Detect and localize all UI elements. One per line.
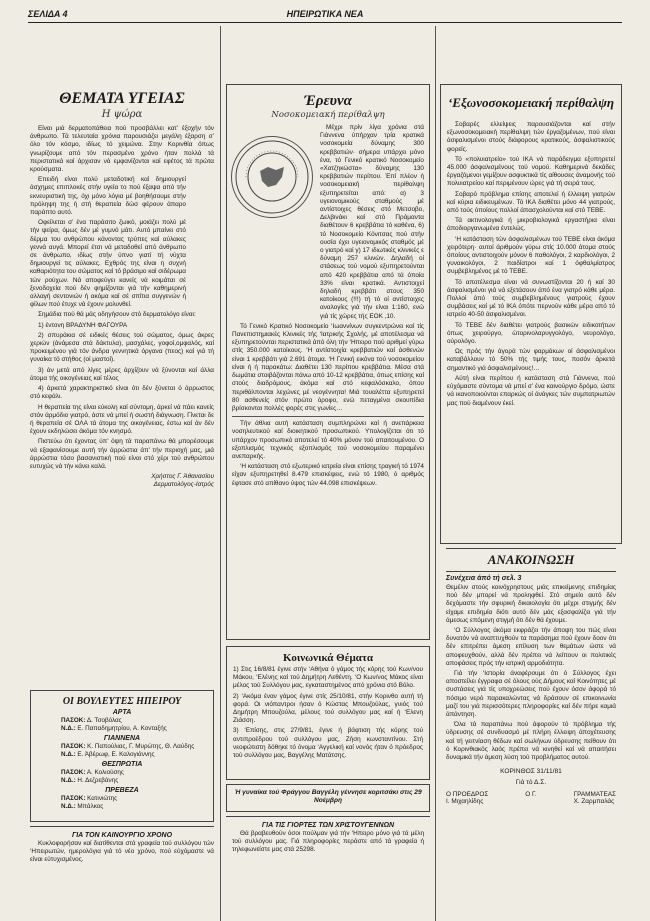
announcement-box: [440, 548, 622, 898]
paragraph: Γιά τήν ‘Ιστορία άναφέρουμε ότι ό Σύλλογος έχει αποστείλει έγγραφα σέ όλους ούς Δήμους καί Κοινότητες μέ συστάσεις γιά τίς υποχρεώσεις πού έχουν όσον άφορά τό πόσιμο νερό παρακαλώντας νά δράσουν σέ επικοινωνία μαζί του γιά περισσότερες πληροφορίες καί δέν πήρε καμιά άπάντηση.: [446, 670, 616, 719]
paragraph: Σημάδια πού θά μάς οδηγήσουν στό δερματολόγο είναι:: [38, 311, 196, 319]
health-article: [30, 60, 214, 684]
signature-block: Ο Γ.: [525, 791, 537, 799]
new-year-title: ΓΙΑ ΤΟΝ ΚΑΙΝΟΥΡΓΙΟ ΧΡΟΝΟ: [71, 832, 173, 839]
section-name: ΓΙΑΝΝΕΝΑ: [103, 735, 141, 742]
paragraph: Τό αποτέλεσμα είναι νά συνωστίζονται 20 ή καί 30 άσφαλισμένοι γιά νά εξετάσουν άπό ένα γιατρό κάθε μέρα. Πολλοί άπό τούς συμβεβλημένους γιατρούς έχουν συμβάσεις καί μέ τό ΙΚΑ όπότε περνούν κάθε μέρα από τό ιατρείο 40-50 άσφαλισμένοι.: [447, 278, 615, 319]
paragraph: ‘Η κατάσταση στό εξωτερικό ιατρεία είναι επίσης τραγική τό 1974 είχαν εξυπηρετηθεί 8.479 επισκέψεις, ενώ τό 1980, ό αριθμός έφτασε στό απίθανο ύψος τών 44.098 επισκέψεων.: [232, 463, 424, 487]
section-name: ΘΕΣΠΡΩΤΙΑ: [101, 761, 143, 768]
page-label: ΣΕΛΙΔΑ 4: [28, 9, 68, 19]
christmas-title: ΓΙΑ ΤΙΣ ΓΙΟΡΤΕΣ ΤΩΝ ΧΡΙΣΤΟΥΓΕΝΝΩΝ: [261, 822, 395, 829]
continued-from: Συνέχεια άπό τή σελ. 3: [446, 575, 522, 582]
announcement-title-bar: [446, 548, 616, 572]
paragraph: Τήν άθλια αυτή κατάσταση συμπληρώνει καί ή ανεπάρκεια νοσηλευτικού καί διοικητικού προσωπικού. Υπολογίζεται ότι τό υπάρχον προσωπικό αποτελεί τό 40% μόνον τού απαιτουμένου. Ο εξοπλισμός τεχνικός εξοπλισμός τού νοσοκομείου παραμένει ανεπαρκής.: [232, 420, 424, 460]
section-name: ΠΡΕΒΕΖΑ: [105, 787, 139, 794]
paragraph: 4) άρκετά χαρακτηριστικό είναι ότι δέν ξύνεται ό άρρωστος στό κεφάλι.: [30, 385, 214, 401]
paragraph: 2) σπυράκια σέ ειδικές θέσεις τού σώματος, όμως άκρες χεριών (άνάμεσα στά δάκτυλα), μασχάλες, γοφοί,ομφαλός, καί προκειμένου γιά τόν άνδρα γεννητικά όργανα (πεος) καί γιά τή γυναίκα τό στήθος (οί μαστοί).: [30, 331, 214, 364]
seal-graphic: [232, 137, 312, 217]
party-row: ΠΑΣΟΚ: Α. Κολιούσης: [61, 769, 124, 776]
paragraph: Τό «πολυιατρείο» τού ΙΚΑ νά παράδειγμα εξυπηρετεί 45.000 άσφαλισμένους τού νομού. Καθημερινά δεκάδες έργαζόμενοι γεμίζουν ασφυκτικά τίς αίθουσες άναμονής τού πολυιατρείου καί περιμένουν ώρες γιά τή σειρά τους.: [447, 155, 615, 188]
research-article: [226, 84, 430, 640]
paragraph: 1) έντονη ΒΡΑΔΥΝΗ ΦΑΓΟΥΡΑ: [38, 321, 128, 329]
social-title: Κοινωνικά Θέματα: [282, 652, 374, 664]
signature-block: ΓΡΑΜΜΑΤΕΑΣ Χ. Ζαρμπαλάς: [573, 791, 616, 806]
outpatient-article: [440, 84, 622, 544]
social-item: 1) Στις 16/8/81 έγινε στήν ‘Αθήνα ό γάμος τής κόρης τού Κων/νου Μάκου, ‘Ελένης καί τού Δημήτρη Λεθέντη. ‘Ο Κων/νος Μάκος είναι μέλος τού Συλλόγου μας, εγκαταστημένος από χρόνια στό Βόλο.: [233, 666, 423, 690]
paper-name: ΗΠΕΙΡΩΤΙΚΑ ΝΕΑ: [286, 9, 364, 19]
birth-notice: [226, 784, 430, 812]
paragraph: Αύτή είναι περίπου ή κατάσταση στά Γιάννενα, πού εύχόμαστε σύντομα νά μπεί σ’ ένα καινούργιο δρόμο, ώστε νά ικανοποιούνται επαρκώς οί άνάγκες τών συμπατριωτών μας πού διαμένουν έκεί.: [447, 374, 615, 407]
new-year-text: Κυκλοφορήσαν καί διατίθενται στά γραφεία τού συλλόγου τών ‘Ηπειρωτών, ημερολόγια γιά τό νέο χρόνο, πού εύχόμαστε νά είναι εύτυχισμένος.: [30, 840, 214, 864]
social-box: [226, 646, 430, 780]
birth-text: Ή γυναίκα τού Φράγγου Βαγγέλη γέννησε κοριτσάκι στις 29 Νοέμβρη: [234, 789, 422, 804]
paragraph: Σοβαρό πρόβλημα επίσης αποτελεί ή έλλειψη γιατρών καί κύρια ειδικευμένων. Τό ΙΚΑ διαθέτει μόνο 44 γιατρούς, από τούς όποίους πολλοί άπασχολούνται καί στό ΤΕΒΕ.: [447, 190, 615, 215]
paragraph: Θεμέλιν στούς κοινόχρηστους μιάς επικείμενης επιδημίας πού δέν μπορεί νά προληφθεί. Στό σημείο αυτό δέν δεχόμαστε τήν σφυρική δικαιολογία ότι μέχρι στιγμής δέν είχαμε επιδημία διότι αυτό δέν μάς εξασφαλίζει γιά τήν άμεσως επόμενη στιγμή ότι δέν θά έχουμε.: [446, 584, 616, 624]
paragraph: ‘Ο Σύλλογος άκόμα εκφράζει τήν άποψη του πώς είναι δυνατόν νά αναπτυχθούν τα παράσημα πού έχουν δοον ότι δέν επιτρέπει άμεση επίλυση των θεμάτων ώστε νά αποφευχθούν, αλλά δέν πρέπει νά λείπουν οι πολιτικές αποφάσεις πρός τήν ιατρική αρμοδιότητα.: [446, 627, 616, 667]
paragraph: Οφείλεται σ’ ένα παράσιτο ζωικό, μοιάζει πολύ μέ τήν ψείρα, όμως δέν μέ γυμνό μάτι. Αυτό μπαίνει στό δέρμα του ανθρώπου κάνοντας τρύπες καί αύλακες γεννά αυγά. Μπορεί έτσι νά μεταδοθεί από άνθρωπο σε άνθρωπο, ιδίως στήν ύπνο γιατί τή νύχτα δημιουργεί τις αύλακες. Εχθρός της είναι η συχνή καθαριότητα του σώματος καί τό βράσιμο καί σιδέρωμα τών ρούχων. Νά αποφεύγει κανείς νά κοιμάται σέ ξενοδοχεία πού δέν φημίζονται γιά τήν καθημερινή αλλαγή σεντονιών ή ακόμα καί σέ σπίτια συγγενών ή φίλων πού έτυχε νά έχουν μολυνθεί.: [30, 219, 186, 309]
social-item: 2) ‘Ακόμα έναν γάμος έγινε στίς 25/10/81, στήν Κορινθο αυτή τή φορά. Οι νιόπαντροι ήσαν ό Κώστας Μπουζούλας, γυιός τού Δημήτρη Μπουζούλα, μέλους τού συλλόγου μας καί ή ‘Ελενη Ζιάσση.: [233, 692, 423, 725]
for-board: Γιά τό Δ.Σ.: [515, 779, 547, 787]
paragraph: Ως πρός τήν άγορά τών φαρμάκων οί άσφαλισμένοι καταβάλλουν τό 50% τής τιμής τους, ποσόν άρκετά σημαντικό γιά άσφαλισμένους!…: [447, 348, 615, 372]
handwritten-subtitle: Η ψώρα: [101, 109, 143, 120]
paragraph: Τό ΤΕΒΕ δέν διαθέτει γιατρούς βασικών ειδικοτήτων όπως χειρούργο, ώτορινολαρυγγολόγο, νευρολόγο, ούρολόγο.: [447, 321, 615, 346]
paragraph: Η θεραπεία της είναι εύκολη καί σύντομη, άρκεί νά πάει κανείς στόν άρμόδιο γιατρό, άστε νά μπεί ή σωστή διάγνωση. Γίνεται δε ή θεραπεία σέ ΟΛΑ τά άτομα της οικογένειας, έστω καί άν δέν έχουν εκδηλώσει άκόμα τόν κνησμό.: [30, 403, 214, 436]
christmas-text: Θά βραβευθούν όσοι πούλμαν γιά τήν ‘Ηπειρο μόνο γιά τά μέλη τού συλλόγου μας. Γιά πληροφορίες περάστε από τά γραφεία ή τηλεφωνείστε μας στά 25298.: [232, 830, 424, 854]
paragraph: Μέχρι πρίν λίγα χρόνια στά Γιάννενα ύπήρχαν τρία κρατικά νοσοκομεία δύναμης 300 κρεββατιών· σήμερα υπάρχει μόνο ένα, τό Γενικό κρατικό Νοσοκομείο «Χατζηκώστα» δύναμης 130 κρεββατιών περίπου. Έπί πλέον ή νοσοκομειακή περίθαλψη εξυπηρετείται από: α) 3 υγειονομικούς σταθμούς μέ αντίστοιχες θέσεις στό Μετσοβο, Δελβινάκι καί στό Πράμαντα διαθέτουν 6 κρεββάτια τό καθένα, 6) τό Νοσοκομείο Κόνιτσας πού στήν ουσία έχει υγειονομικός σταθμός μέ ο γιατρό καί γ) 17 ιδιωτικές κλινικές ε δύναμη 257 κλινών. Δηλαδή οί στάσεως τού νομού εξυπηρετούνται από 420 κρεββάτια από τά όποία 33% είναι κρατικά. Αντιστοιχεί δηλαδή κρεββάτι στους 350 κατοίκους (!!!) τή τό οί αντίστοιχες αναλογίες γιά τήν είναι 1:160, ενώ γιά τίς χώρες τής ΕΟΚ ,10.: [320, 124, 424, 320]
section-name: ΑΡΤΑ: [112, 709, 132, 716]
party-row: Ν.Δ.: Ε. Άβέρωφ, Ε. Καλογιάννης: [61, 751, 155, 758]
paragraph: Επειδή είναι πολύ μεταδοτική καί δημιουργεί άσχημες επιπλοκές στήν υγεία το πού έξαψα από τήν εκνευριστική της, όχι μόνο λόγια μέ βοηθήσουμε στήν πρόληψη της ή στή θεραπεία δώσ φέρουν άπαρο παράπτο αυτό.: [30, 176, 186, 217]
announcement-title: ΑΝΑΚΟΙΝΩΣΗ: [487, 552, 575, 567]
handwritten-subtitle: Νοσοκομειακή περίθαλψη: [271, 110, 385, 120]
signature-row: [446, 791, 616, 805]
party-row: Ν.Δ.: Ε. Παπαδημητρίου, Α. Κονταξής: [61, 725, 167, 732]
paragraph: Όλα τά παραπάνω πού άφορούν τό πρόβλημα τής ύδρευσης σέ συνδυασμό μέ πλήρη έλλειψη άποχέτευσης καί τή γειτνίαση θέδων καί σωλήνων ύδρευσης πείθουν ότι ό Κορινθιακός λαός πρέπει νά κινηθεί καί νά απαιτήσει δυναμικά τήν άμεση λύση τού προβλήματος αυτού.: [446, 721, 616, 762]
party-row: Ν.Δ.: Μπάλκος: [61, 803, 104, 810]
mps-title: ΟΙ ΒΟΥΛΕΥΤΕΣ ΗΠΕΙΡΟΥ: [62, 696, 182, 707]
paragraph: Σοβαρές ελλείψεις παρουσιάζονται καί στήν εξωνοσοκομειακή περίθαλψη τών έργαζομένων, πού είναι άσφαλισμένοι στούς διάφορους κρατικούς, άσφαλιστικούς φορείς.: [447, 121, 615, 153]
paragraph: Είναι μιά δερματοπάθεια πού προσβάλλει κατ’ έξοχήν τόν άνθρωπο. Τά τελευταία χρόνια παρουσιάζει μεγάλη έξαρση σ’ όλο τόν κόσμο, ιδίως τό χειμώνα. Στην Κορινθία όπως γνωρίζουμε από τόν περασμένο χρόνο ήταν πολλά τά περιστατικά καί άρχισαν νά εμφανίζονται καί εφέτος τά πρώτα κρούσματα.: [30, 125, 214, 174]
paragraph: 3) άν μετά από λίγες μέρες άρχίζουν νά ξύνονται καί άλλα άτομα τής οικογένειας καί τέλος: [30, 366, 214, 382]
paragraph: ‘Η κατάσταση τών άσφαλισμένων τού ΤΕΒΕ είναι άκόμα χειρότερη· αυτοί άριθμούν γύρω στίς 10.000 άτομα στούς όποίους αντιστοιχούν μόνον 6 παθολόγοι, 2 καρδιολόγοι, 2 γυναικολόγοι, 2 παιδίατροι καί 1 όφθαλμίατρος συμβεβλημένος μέ τό ΤΕΒΕ.: [447, 235, 615, 276]
association-seal: [231, 136, 313, 218]
party-row: ΠΑΣΟΚ: Κατινιώτης: [61, 795, 118, 802]
mps-box: [30, 690, 214, 822]
article-title: ‘Εξωνοσοκομειακή περίθαλψη: [447, 95, 615, 110]
signature-block: Ο ΠΡΟΕΔΡΟΣ Ι. Μιχαηλίδης: [446, 791, 489, 806]
new-year-box: [30, 826, 214, 898]
paragraph: Τά ακτινολογικά ή μικροβιολογικά εργαστήρια είναι άποδιοργανωμένα έντελώς.: [447, 217, 615, 233]
author-name: Χρήστος Γ. Άθανασίου: [151, 473, 214, 481]
article-title: ΘΕΜΑΤΑ ΥΓΕΙΑΣ: [59, 90, 185, 107]
author-role: Δερματολόγος-Ιατρός: [153, 481, 214, 489]
christmas-box: [226, 816, 430, 896]
article-title: Έρευνα: [304, 93, 352, 109]
social-item: 3) ‘Επίσης, στις 27/9/81, έγινε ή βάφτιση τής κόρης τού αντιπροέδρου τού συλλόγου μας, Ζήση κωνσταντίνου. Στή νεοφώτιστη δόθηκε τό όνομα ‘Αγγελική καί νονός ήταν ό πρόεδρος τού συλλόγου μας, Βαγγέλης Ματάτσης.: [233, 727, 423, 760]
paragraph: Πιστεύω ότι έχοντας ύπ’ όψη τά παραπάνω θά μπορέσουμε νά εξαφανίσουμε αυτή τήν άρρώστια άπ’ τήν περιοχή μας, μιά άρρώστια τόσο βασανιστική πού είναι στό χέρι τού ανθρώπου ευτυχώς νά τήν κάνει καλά.: [30, 438, 214, 470]
party-row: Ν.Δ.: Η. Δεζρεβάνης: [61, 777, 119, 784]
paragraph: Τό Γενικό Κρατικό Νοσοκομείο ‘Ιωαννίνων συγκεντρώνει καί τίς Πανεπιστημιακές Κλινικές τής ‘Ιατρικής Σχολής, μέ αποτέλεσμα νά εξυπηρετούνται περιστατικά άπό όλη τήν ‘Ηπειρο πού αριθμεί γύρω στίς 350.000 κατοίκους. ‘Η αντίστοιχία κρεββατιών καί άσθενών είναι 1 κρεββάτι γιά 2.691 άτομα. ‘Η Γενική εικόνα τού νοσοκομείου είναι ή ή παρακάτω: Διαθέτει 130 περίπου κρεββάτια. Μέσα στά δωμάτια στοιβάζονται πάνω από 10-12 κρεββάτια, όπως επίσης καί στούς διαδρόμους, άκόμα καί στό κεφαλόσκαλο, όπου περιθάλπονται λεχώνες μέ νεογέννητα! Μιά τουαλέττα εξυπηρετεί 80 ασθενείς στόν πρώτο όροφο, ενώ πεταγμένα σκουπίδια βρίσκονται πολλές φορές στις γωνίες…: [232, 322, 424, 412]
page-header: [28, 8, 622, 23]
column-divider: [435, 26, 436, 921]
party-row: ΠΑΣΟΚ: Κ. Παπούλιας, Γ. Μυρώτης, Θ. Λαύδης: [61, 743, 195, 750]
party-row: ΠΑΣΟΚ: Δ. Τσοβόλας: [61, 717, 122, 724]
place-date: ΚΟΡΙΝΘΟΣ 31/11/81: [500, 768, 562, 776]
column-divider: [220, 26, 221, 921]
